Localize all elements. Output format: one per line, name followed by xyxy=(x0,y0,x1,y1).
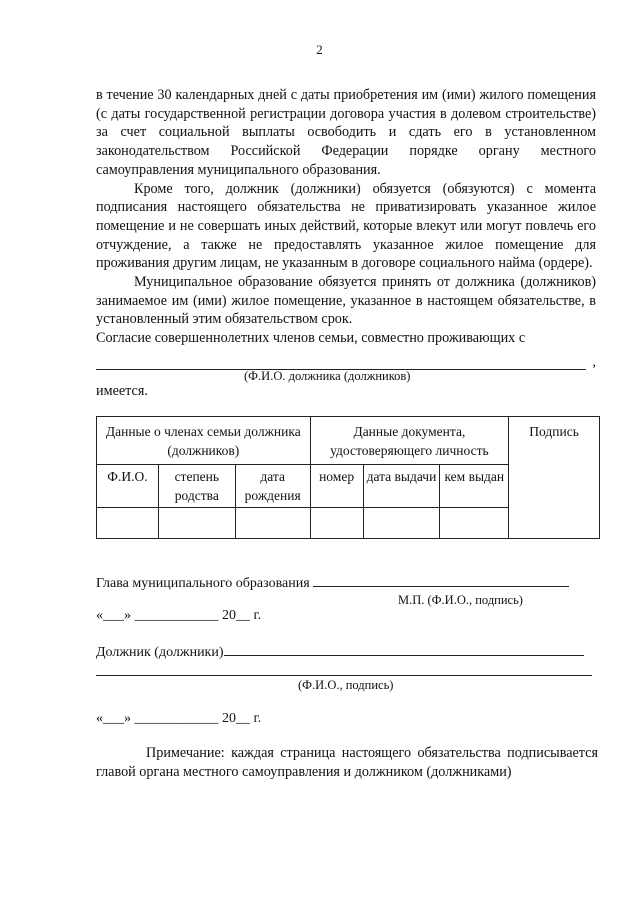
head-label: Глава муниципального образования xyxy=(96,576,310,591)
debtor-signature-line xyxy=(96,645,596,661)
birth-date-cell[interactable] xyxy=(235,508,310,539)
birth-date-column-header: дата рождения xyxy=(235,465,310,508)
relation-cell[interactable] xyxy=(158,508,235,539)
family-members-table xyxy=(96,416,600,539)
page-number: 2 xyxy=(316,42,323,57)
exists-text: имеется. xyxy=(96,383,148,399)
paragraph-2: Кроме того, должник (должники) обязуется (обязуются) с момента подписания настоящего обязательства не приватизировать указанное жилое помещение и не совершать иных действий, которые влекут или могут повлечь его отчуждение, а также не предоставлять указанное жилое помещение для проживания другим лицам, не указанным в договоре социального найма (ордере). xyxy=(96,180,596,272)
paragraph-3: Муниципальное образование обязуется принять от должника (должников) занимаемое им (ими) жилое помещение, указанное в настоящем обязательстве, в установленный этим обязательством срок. xyxy=(96,274,596,328)
debtor-fio-caption: (Ф.И.О. должника (должников) xyxy=(244,369,411,383)
date-line-1: «___» ____________ 20__ г. xyxy=(96,608,262,623)
note-text: Примечание: каждая страница настоящего обязательства подписывается главой органа местного самоуправления и должником (должниками) xyxy=(96,745,598,780)
head-caption: М.П. (Ф.И.О., подпись) xyxy=(398,593,523,607)
debtor-name-line xyxy=(96,355,596,370)
document-data-header: Данные документа, удостоверяющего личность xyxy=(310,417,509,465)
debtor-label: Должник (должники) xyxy=(96,645,224,660)
debtor-caption: (Ф.И.О., подпись) xyxy=(298,678,394,692)
note xyxy=(96,744,598,781)
relation-column-header: степень родства xyxy=(158,465,235,508)
body-text xyxy=(96,86,596,348)
signature-header: Подпись xyxy=(509,417,600,539)
head-signature-blank[interactable] xyxy=(313,586,569,587)
debtor-name-blank[interactable] xyxy=(96,355,586,370)
paragraph-4: Согласие совершеннолетних членов семьи, совместно проживающих с xyxy=(96,330,526,347)
paragraph-1: в течение 30 календарных дней с даты приобретения им (ими) жилого помещения (с даты государственной регистрации договора участия в долевом строительстве) за счет социальной выплаты освободить и сдать его в установленном законодательством Российской Федерации порядке органу местного самоуправления муниципального образования. xyxy=(96,87,596,178)
family-data-header: Данные о членах семьи должника (должников) xyxy=(97,417,311,465)
number-column-header: номер xyxy=(310,465,363,508)
issue-date-cell[interactable] xyxy=(363,508,440,539)
issued-by-cell[interactable] xyxy=(440,508,509,539)
head-signature-line xyxy=(96,576,569,592)
debtor-signature-blank-2[interactable] xyxy=(96,661,592,676)
consent-comma: , xyxy=(592,355,596,370)
fio-cell[interactable] xyxy=(97,508,159,539)
number-cell[interactable] xyxy=(310,508,363,539)
issue-date-column-header: дата выдачи xyxy=(363,465,440,508)
issued-by-column-header: кем выдан xyxy=(440,465,509,508)
fio-column-header: Ф.И.О. xyxy=(97,465,159,508)
debtor-signature-blank[interactable] xyxy=(224,655,584,656)
date-line-2: «___» ____________ 20__ г. xyxy=(96,711,262,726)
